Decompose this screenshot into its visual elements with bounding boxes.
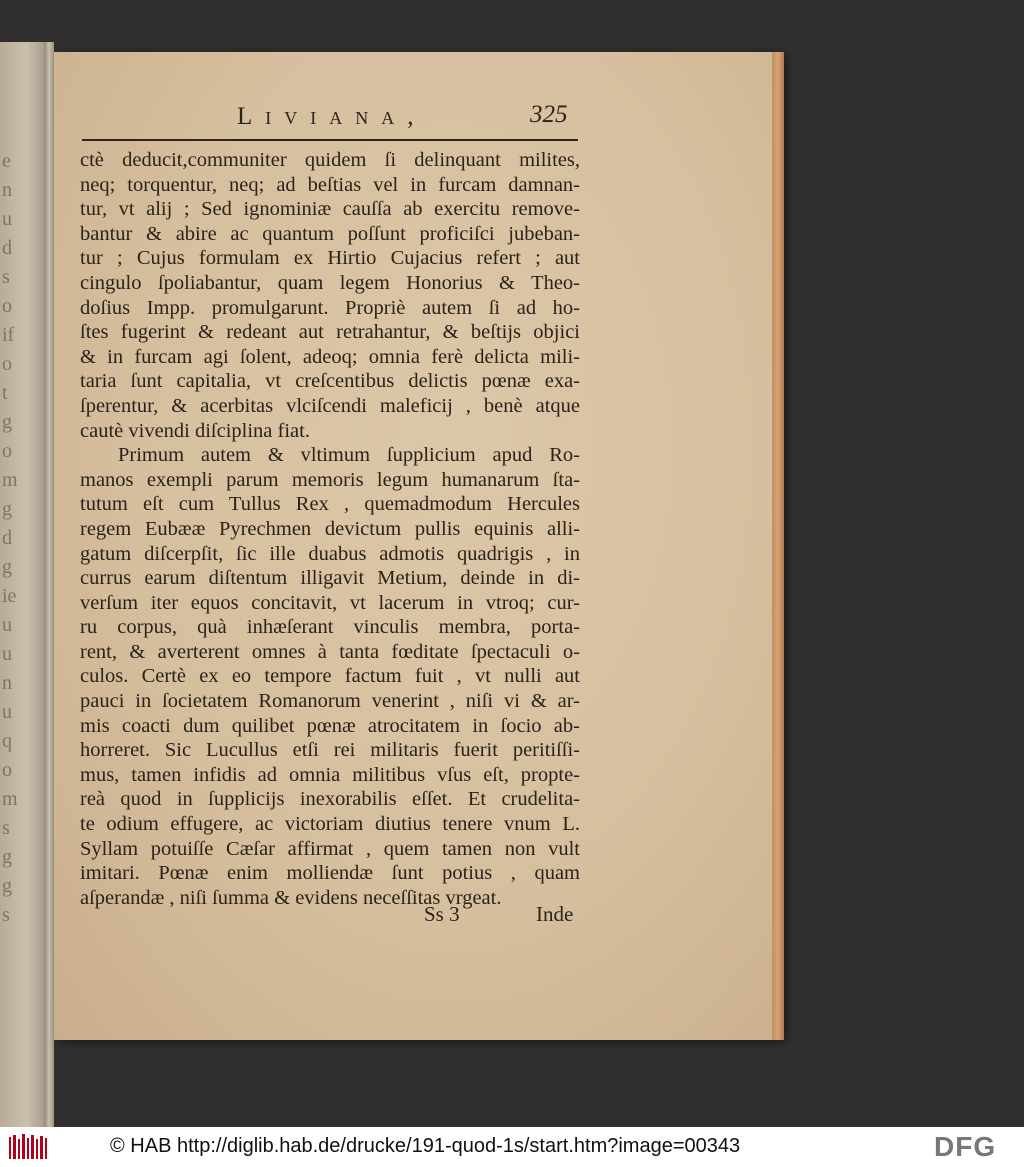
text-line: reà quod in ſupplicijs inexorabilis eſſet. Et crudelita- bbox=[80, 788, 580, 811]
page-body-text bbox=[80, 148, 580, 910]
text-line: mis coacti dum quilibet pœnæ atrocitatem in ſocio ab- bbox=[80, 714, 580, 737]
left-page-fragment: u bbox=[2, 643, 12, 665]
left-page-fragment: m bbox=[2, 788, 18, 810]
text-line: culos. Certè ex eo tempore factum fuit , vt nulli aut bbox=[80, 665, 580, 688]
left-page-fragment: m bbox=[2, 469, 18, 491]
text-line: rent, & averterent omnes à tanta fœditate ſpectaculi o- bbox=[80, 640, 580, 663]
left-page-fragment: d bbox=[2, 237, 12, 259]
text-line: cautè vivendi diſciplina fiat. bbox=[80, 419, 310, 442]
text-line: currus earum diſtentum illigavit Metium, deinde in di- bbox=[80, 567, 580, 590]
hab-logo-icon bbox=[8, 1133, 48, 1161]
text-line: & in furcam agi ſolent, adeoq; omnia ferè delicta mili- bbox=[80, 345, 580, 368]
left-page-fragment: s bbox=[2, 904, 10, 926]
left-page-fragment: o bbox=[2, 353, 12, 375]
left-page-fragment: g bbox=[2, 875, 12, 897]
left-page-fragment: q bbox=[2, 730, 12, 752]
left-page-fragment: u bbox=[2, 208, 12, 230]
text-line: tur, vt alij ; Sed ignominiæ cauſſa ab exercitu remove- bbox=[80, 198, 580, 221]
left-page-fragment: n bbox=[2, 672, 12, 694]
dfg-logo: DFG bbox=[934, 1131, 997, 1162]
left-page-fragment: o bbox=[2, 295, 12, 317]
text-line: verſum iter equos concitavit, vt lacerum in vtroq; cur- bbox=[80, 591, 580, 614]
running-head-title: Liviana, bbox=[237, 103, 427, 130]
page-number: 325 bbox=[530, 101, 568, 128]
text-line: ſperentur, & acerbitas vlciſcendi maleficij , benè atque bbox=[80, 394, 580, 417]
left-page-fragment: o bbox=[2, 440, 12, 462]
text-line: imitari. Pœnæ enim molliendæ ſunt potius , quam bbox=[80, 862, 580, 885]
text-line: taria ſunt capitalia, vt creſcentibus delictis pœnæ exa- bbox=[80, 370, 580, 393]
text-line: bantur & abire ac quantum poſſunt proficiſci jubeban- bbox=[80, 222, 580, 245]
text-line: ru corpus, quà inhæſerant vinculis membra, porta- bbox=[80, 616, 580, 639]
text-line: cingulo ſpoliabantur, quam legem Honorius & Theo- bbox=[80, 271, 580, 294]
left-page-fragment: if bbox=[2, 324, 15, 346]
text-line: manos exempli parum memoris legum humanarum ſta- bbox=[80, 468, 580, 491]
text-line: tur ; Cujus formulam ex Hirtio Cujacius refert ; aut bbox=[80, 247, 580, 270]
text-line: tutum eſt cum Tullus Rex , quemadmodum Hercules bbox=[80, 493, 580, 516]
left-page-fragment: e bbox=[2, 150, 11, 172]
text-line: gatum diſcerpſit, ſic ille duabus admotis quadrigis , in bbox=[80, 542, 580, 565]
text-line: neq; torquentur, neq; ad beſtias vel in furcam damnan- bbox=[80, 173, 580, 196]
text-line: regem Eubææ Pyrechmen devictum pullis equinis alli- bbox=[80, 517, 580, 540]
left-page-fragment: g bbox=[2, 498, 12, 520]
text-line: horreret. Sic Lucullus etſi rei militaris fuerit peritiſſi- bbox=[80, 739, 580, 762]
left-page-fragment: n bbox=[2, 179, 12, 201]
footer-bar bbox=[0, 1127, 1024, 1167]
text-line: pauci in ſocietatem Romanorum venerint , niſi vi & ar- bbox=[80, 690, 580, 713]
page-fore-edge bbox=[772, 52, 784, 1040]
header-rule bbox=[82, 139, 578, 141]
left-page-fragment: o bbox=[2, 759, 12, 781]
left-page-fragment: u bbox=[2, 701, 12, 723]
left-page-fragment: u bbox=[2, 614, 12, 636]
signature-mark: Ss 3 bbox=[424, 902, 460, 926]
left-page-fragment: g bbox=[2, 411, 12, 433]
left-page-gutter bbox=[44, 42, 54, 1127]
text-line: Primum autem & vltimum ſupplicium apud Ro- bbox=[118, 444, 580, 467]
left-page-fragment: ie bbox=[2, 585, 17, 607]
text-line: aſperandæ , niſi ſumma & evidens neceſſitas vrgeat. bbox=[80, 886, 502, 909]
catchword: Inde bbox=[536, 902, 574, 926]
text-line: ctè deducit,communiter quidem ſi delinquant milites, bbox=[80, 149, 580, 171]
left-page-fragment: s bbox=[2, 266, 10, 288]
left-page-fragment: g bbox=[2, 846, 12, 868]
left-page-fragment: g bbox=[2, 556, 12, 578]
text-line: Syllam potuiſſe Cæſar affirmat , quem tamen non vult bbox=[80, 837, 580, 860]
copyright-link[interactable]: © HAB http://diglib.hab.de/drucke/191-quod-1s/start.htm?image=00343 bbox=[110, 1135, 741, 1157]
text-line: ſtes fugerint & redeant aut retrahantur, & beſtijs objici bbox=[80, 321, 580, 344]
left-page-fragment: s bbox=[2, 817, 10, 839]
text-line: mus, tamen infidis ad omnia militibus vſus eſt, propte- bbox=[80, 763, 580, 786]
left-page-fragment: t bbox=[2, 382, 8, 404]
text-line: doſius Impp. promulgarunt. Propriè autem ſi ad ho- bbox=[80, 296, 580, 319]
left-page-fragment: d bbox=[2, 527, 12, 549]
text-line: te odium effugere, ac victoriam diutius tenere vnum L. bbox=[80, 813, 580, 836]
